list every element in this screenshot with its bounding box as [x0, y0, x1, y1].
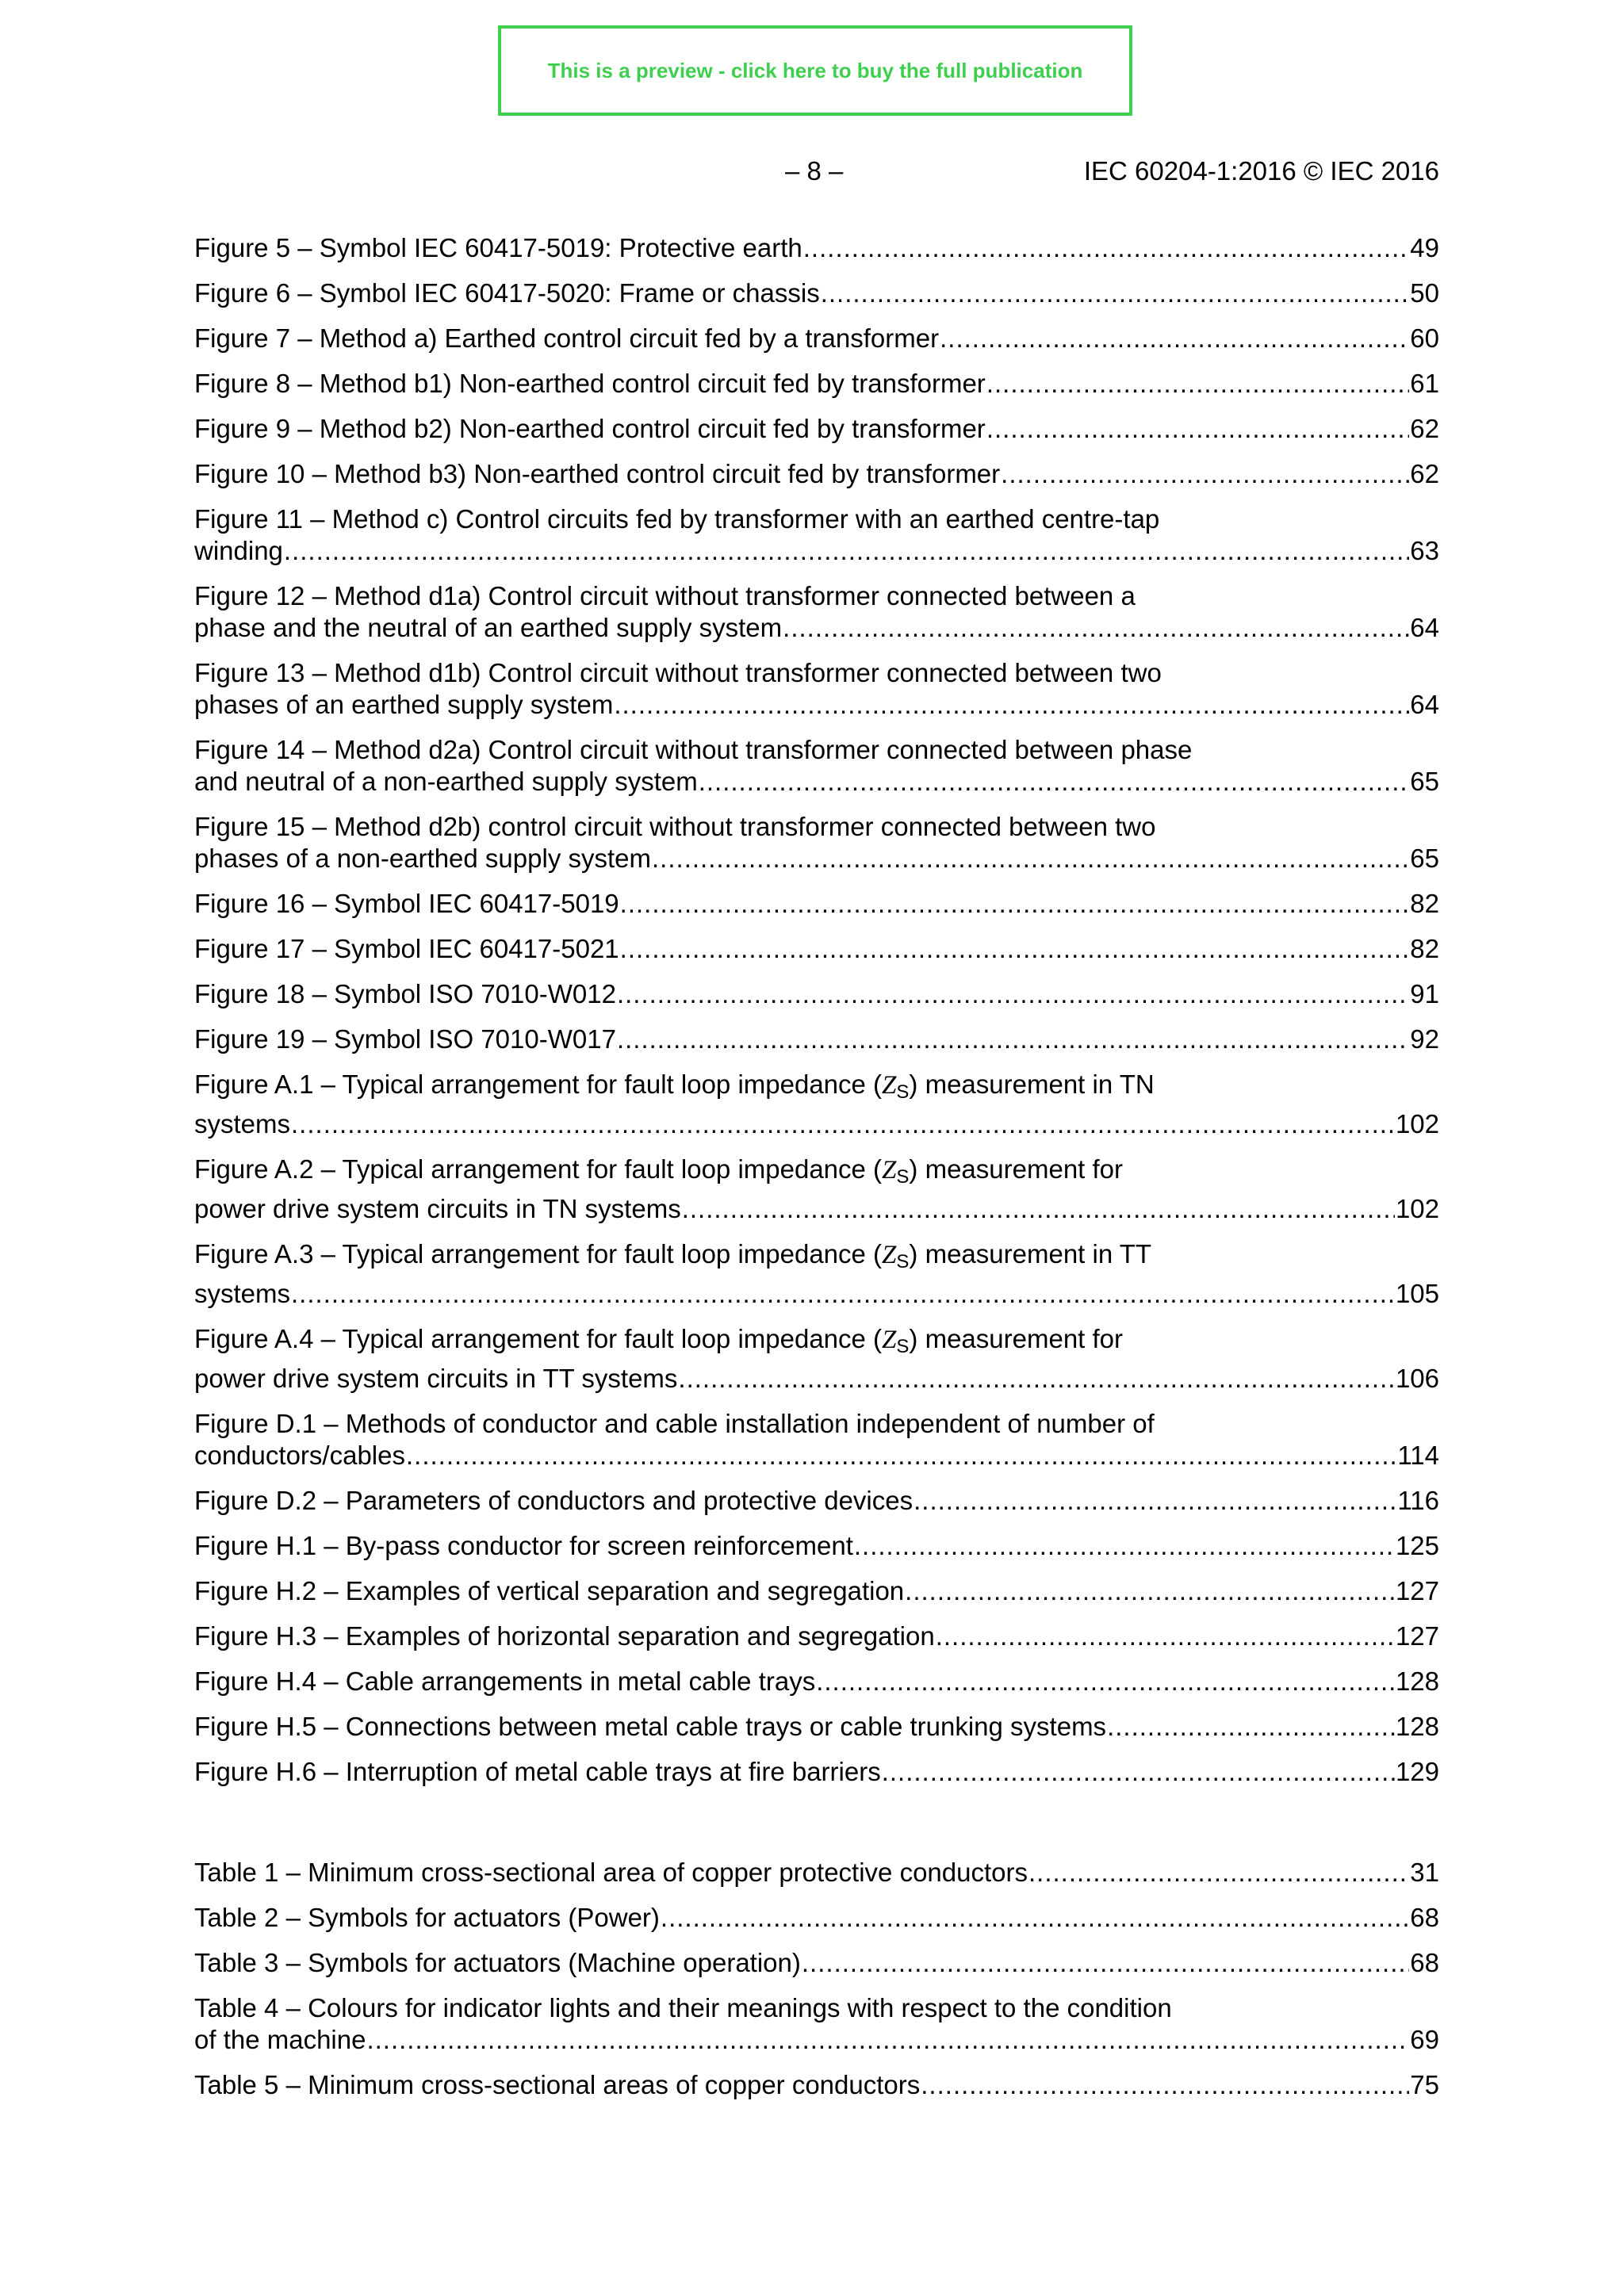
toc-entry[interactable] — [194, 1024, 1439, 1055]
dot-leader — [284, 535, 1409, 567]
toc-entry-page: 69 — [1410, 2025, 1439, 2054]
toc-entry-title: Table 5 – Minimum cross-sectional areas of copper conductors — [194, 2070, 921, 2099]
impedance-symbol: Z — [882, 1326, 897, 1354]
toc-entry-title: Figure 5 – Symbol IEC 60417-5019: Protective earth — [194, 233, 802, 262]
toc-entry[interactable] — [194, 1992, 1439, 2056]
toc-entry-title: Figure H.4 – Cable arrangements in metal cable trays — [194, 1667, 816, 1696]
toc-entry-page: 62 — [1410, 414, 1439, 443]
toc-entry[interactable] — [194, 458, 1439, 490]
toc-entry[interactable] — [194, 413, 1439, 445]
toc-entry[interactable] — [194, 1238, 1439, 1310]
dot-leader — [678, 1363, 1395, 1395]
dot-leader — [821, 277, 1410, 309]
toc-entry-page: 102 — [1395, 1109, 1439, 1138]
toc-entry-page: 127 — [1395, 1621, 1439, 1651]
dot-leader — [366, 2024, 1409, 2056]
dot-leader — [986, 368, 1409, 400]
page-number: – 8 – — [785, 156, 844, 186]
toc-entry-title: Figure 19 – Symbol ISO 7010-W017 — [194, 1024, 616, 1054]
toc-entry-page: 128 — [1395, 1712, 1439, 1741]
toc-entry[interactable] — [194, 503, 1439, 567]
toc-entry-title: Figure 15 – Method d2b) control circuit without transformer connected between two — [194, 812, 1156, 841]
toc-entry[interactable] — [194, 1323, 1439, 1395]
impedance-subscript: S — [896, 1251, 910, 1272]
toc-entry-page: 102 — [1395, 1194, 1439, 1223]
toc-entry-title: Figure H.2 – Examples of vertical separation and segregation — [194, 1576, 905, 1605]
toc-entry-title-cont: phases of an earthed supply system — [194, 690, 614, 719]
document-reference: IEC 60204-1:2016 © IEC 2016 — [1083, 156, 1439, 186]
toc-entry-page: 82 — [1410, 934, 1439, 963]
toc-entry-title: Figure A.2 – Typical arrangement for fault loop impedance ( — [194, 1154, 883, 1184]
toc-entry-title-cont: conductors/cables — [194, 1441, 405, 1470]
impedance-subscript: S — [896, 1166, 910, 1188]
toc-entry[interactable] — [194, 1485, 1439, 1517]
toc-entry[interactable] — [194, 1711, 1439, 1743]
toc-entry-title: Figure 16 – Symbol IEC 60417-5019 — [194, 889, 619, 918]
dot-leader — [614, 689, 1409, 721]
buy-publication-banner[interactable] — [498, 25, 1132, 116]
toc-entry-page: 125 — [1395, 1531, 1439, 1560]
dot-leader — [291, 1108, 1395, 1140]
list-of-figures — [194, 232, 1439, 1801]
toc-entry-title: Figure D.1 – Methods of conductor and cable installation independent of number of — [194, 1409, 1155, 1438]
toc-entry-title: Figure 12 – Method d1a) Control circuit without transformer connected between a — [194, 581, 1136, 610]
toc-entry-page: 116 — [1397, 1486, 1439, 1515]
dot-leader — [905, 1575, 1395, 1607]
toc-entry-page: 64 — [1410, 690, 1439, 719]
toc-entry-title: Figure A.1 – Typical arrangement for fault loop impedance ( — [194, 1070, 883, 1099]
dot-leader — [1107, 1711, 1395, 1743]
toc-entry-page: 68 — [1410, 1903, 1439, 1932]
toc-entry-title: Figure D.2 – Parameters of conductors and protective devices — [194, 1486, 914, 1515]
dot-leader — [914, 1485, 1396, 1517]
toc-entry-page: 62 — [1410, 459, 1439, 488]
toc-entry-title: Figure H.5 – Connections between metal cable trays or cable trunking systems — [194, 1712, 1107, 1741]
toc-entry-page: 128 — [1395, 1667, 1439, 1696]
toc-entry[interactable] — [194, 1154, 1439, 1225]
toc-entry-title: Table 2 – Symbols for actuators (Power) — [194, 1903, 660, 1932]
dot-leader — [617, 1024, 1409, 1055]
toc-entry-page: 82 — [1410, 889, 1439, 918]
toc-entry[interactable] — [194, 1666, 1439, 1697]
toc-entry-title: Table 4 – Colours for indicator lights and their meanings with respect to the condition — [194, 1993, 1172, 2022]
toc-entry-page: 63 — [1410, 536, 1439, 565]
toc-entry[interactable] — [194, 978, 1439, 1010]
toc-entry[interactable] — [194, 277, 1439, 309]
toc-entry-title: Figure A.3 – Typical arrangement for fault loop impedance ( — [194, 1239, 883, 1269]
toc-entry-title: Figure A.4 – Typical arrangement for fault loop impedance ( — [194, 1324, 883, 1353]
toc-entry-page: 61 — [1410, 369, 1439, 398]
toc-entry[interactable] — [194, 1857, 1439, 1888]
dot-leader — [882, 1756, 1395, 1788]
toc-entry-page: 114 — [1397, 1441, 1439, 1470]
toc-entry-title: Table 3 – Symbols for actuators (Machine operation) — [194, 1948, 801, 1977]
toc-entry[interactable] — [194, 888, 1439, 920]
toc-entry-title-cont: phase and the neutral of an earthed supply system — [194, 613, 783, 642]
toc-entry[interactable] — [194, 1530, 1439, 1562]
toc-entry[interactable] — [194, 1069, 1439, 1140]
toc-entry-title-cont: of the machine — [194, 2025, 366, 2054]
dot-leader — [406, 1440, 1396, 1471]
dot-leader — [620, 888, 1410, 920]
toc-entry-title-cont: systems — [194, 1109, 291, 1138]
toc-entry-title-rest: ) measurement for — [909, 1324, 1124, 1353]
toc-entry[interactable] — [194, 1408, 1439, 1471]
toc-entry[interactable] — [194, 734, 1439, 798]
dot-leader — [1028, 1857, 1409, 1888]
toc-entry-title: Figure 6 – Symbol IEC 60417-5020: Frame or chassis — [194, 278, 820, 308]
toc-entry-title: Figure H.3 – Examples of horizontal separation and segregation — [194, 1621, 935, 1651]
dot-leader — [661, 1902, 1409, 1934]
dot-leader — [620, 933, 1410, 965]
dot-leader — [816, 1666, 1395, 1697]
toc-entry-title-cont: power drive system circuits in TT systems — [194, 1364, 678, 1393]
toc-entry[interactable] — [194, 1756, 1439, 1788]
dot-leader — [291, 1278, 1395, 1310]
toc-entry[interactable] — [194, 232, 1439, 264]
dot-leader — [1001, 458, 1409, 490]
toc-entry-page: 65 — [1410, 767, 1439, 796]
toc-entry-page: 106 — [1395, 1364, 1439, 1393]
toc-entry-title-rest: ) measurement in TN — [909, 1070, 1155, 1099]
toc-entry-title: Figure H.1 – By-pass conductor for screen reinforcement — [194, 1531, 853, 1560]
toc-entry-page: 60 — [1410, 323, 1439, 353]
toc-entry-page: 92 — [1410, 1024, 1439, 1054]
toc-entry-page: 50 — [1410, 278, 1439, 308]
toc-entry-page: 129 — [1395, 1757, 1439, 1786]
toc-entry-title: Figure 7 – Method a) Earthed control circuit fed by a transformer — [194, 323, 940, 353]
buy-publication-link[interactable]: This is a preview - click here to buy the full publication — [547, 58, 1083, 82]
dot-leader — [986, 413, 1409, 445]
toc-entry[interactable] — [194, 1575, 1439, 1607]
toc-entry[interactable] — [194, 368, 1439, 400]
dot-leader — [803, 232, 1410, 264]
list-of-tables — [194, 1857, 1439, 2114]
dot-leader — [854, 1530, 1395, 1562]
toc-entry[interactable] — [194, 811, 1439, 874]
toc-entry-title: Figure 11 – Method c) Control circuits fed by transformer with an earthed centre-tap — [194, 504, 1160, 534]
toc-entry-page: 91 — [1410, 979, 1439, 1008]
toc-entry[interactable] — [194, 1947, 1439, 1979]
toc-entry-title: Figure 14 – Method d2a) Control circuit without transformer connected between phase — [194, 735, 1193, 764]
impedance-symbol: Z — [882, 1071, 897, 1100]
toc-entry-title: Figure H.6 – Interruption of metal cable trays at fire barriers — [194, 1757, 881, 1786]
dot-leader — [940, 323, 1409, 354]
dot-leader — [921, 2069, 1409, 2101]
toc-entry-title: Figure 8 – Method b1) Non-earthed control circuit fed by transformer — [194, 369, 986, 398]
toc-entry-page: 31 — [1410, 1858, 1439, 1887]
toc-entry-page: 75 — [1410, 2070, 1439, 2099]
impedance-symbol: Z — [882, 1241, 897, 1269]
toc-entry-page: 65 — [1410, 844, 1439, 873]
toc-entry-page: 49 — [1410, 233, 1439, 262]
toc-entry-title-rest: ) measurement for — [909, 1154, 1124, 1184]
dot-leader — [617, 978, 1409, 1010]
toc-entry-page: 127 — [1395, 1576, 1439, 1605]
toc-entry-title-cont: winding — [194, 536, 283, 565]
dot-leader — [652, 843, 1409, 874]
toc-entry-title: Figure 10 – Method b3) Non-earthed control circuit fed by transformer — [194, 459, 1001, 488]
toc-entry-title: Table 1 – Minimum cross-sectional area of copper protective conductors — [194, 1858, 1028, 1887]
toc-entry-title: Figure 9 – Method b2) Non-earthed control circuit fed by transformer — [194, 414, 986, 443]
toc-entry-title-cont: phases of a non-earthed supply system — [194, 844, 652, 873]
dot-leader — [682, 1193, 1395, 1225]
toc-entry-title-cont: systems — [194, 1279, 291, 1308]
toc-entry[interactable] — [194, 2069, 1439, 2101]
dot-leader — [783, 612, 1409, 644]
dot-leader — [802, 1947, 1409, 1979]
toc-entry-page: 68 — [1410, 1948, 1439, 1977]
toc-entry-title-cont: power drive system circuits in TN systems — [194, 1194, 681, 1223]
toc-entry[interactable] — [194, 933, 1439, 965]
toc-entry[interactable] — [194, 580, 1439, 644]
toc-entry-title: Figure 17 – Symbol IEC 60417-5021 — [194, 934, 619, 963]
toc-entry-title-rest: ) measurement in TT — [909, 1239, 1152, 1269]
toc-entry-title-cont: and neutral of a non-earthed supply system — [194, 767, 698, 796]
toc-entry[interactable] — [194, 323, 1439, 354]
toc-entry-page: 64 — [1410, 613, 1439, 642]
toc-entry-title: Figure 18 – Symbol ISO 7010-W012 — [194, 979, 616, 1008]
toc-entry[interactable] — [194, 1621, 1439, 1652]
toc-entry[interactable] — [194, 1902, 1439, 1934]
impedance-subscript: S — [896, 1336, 910, 1357]
toc-entry-title: Figure 13 – Method d1b) Control circuit without transformer connected between two — [194, 658, 1162, 687]
dot-leader — [936, 1621, 1395, 1652]
toc-entry[interactable] — [194, 657, 1439, 721]
impedance-symbol: Z — [882, 1156, 897, 1184]
impedance-subscript: S — [896, 1081, 910, 1103]
dot-leader — [699, 766, 1410, 798]
toc-entry-page: 105 — [1395, 1279, 1439, 1308]
